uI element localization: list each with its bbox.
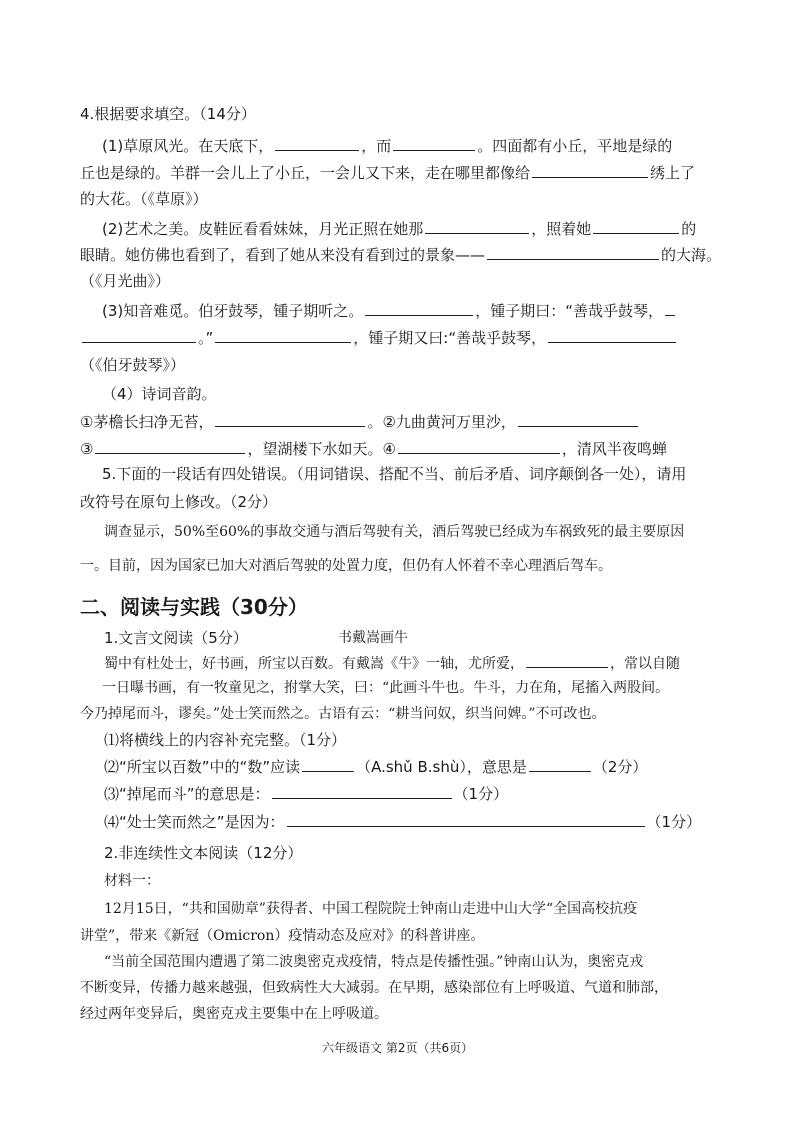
reading1-q3: ⑶“掉尾而斗”的意思是： （1分）	[104, 785, 509, 803]
q4-1-line1: (1)草原风光。在天底下， ，而 。四面都有小丘，平地是绿的	[102, 137, 673, 155]
passage-line3: 今乃掉尾而斗，谬矣。”处士笑而然之。古语有云：“耕当问奴，织当问婢。”不可改也。	[80, 706, 606, 722]
answer-blank[interactable]	[393, 135, 475, 151]
passage-line2: 一日曝书画，有一牧童见之，拊掌大笑，曰：“此画斗牛也。牛斗，力在角，尾搐入两股间。	[102, 680, 670, 696]
q4-1-line3: 的大花。（《草原》）	[80, 190, 208, 208]
answer-blank[interactable]	[365, 300, 473, 316]
answer-blank[interactable]	[272, 783, 452, 799]
material-line5: 经过两年变异后，奥密克戎主要集中在上呼吸道。	[80, 1006, 388, 1022]
q4-3-line3: （《伯牙鼓琴》）	[80, 356, 186, 374]
q4-4-line2: ③ ，望湖楼下水如天。④ ，清风半夜鸣蝉	[80, 440, 667, 458]
answer-blank[interactable]	[95, 438, 245, 454]
passage-title: 书戴嵩画牛	[338, 630, 408, 646]
answer-blank[interactable]	[215, 411, 365, 427]
q4-2-line2: 眼睛。她仿佛也看到了，看到了她从来没有看到过的景象—— 的大海。	[80, 246, 722, 264]
section-heading: 二、阅读与实践（30分）	[80, 595, 308, 619]
answer-blank[interactable]	[425, 218, 529, 234]
reading1-label: 1.文言文阅读（5分）	[104, 629, 248, 647]
q5-passage-line1: 调查显示，50%至60%的事故交通与酒后驾驶有关，酒后驾驶已经成为车祸致死的最主要原因	[104, 524, 685, 540]
answer-blank[interactable]	[398, 438, 560, 454]
answer-blank[interactable]	[215, 327, 351, 343]
q5-line1: 5.下面的一段话有四处错误。（用词错误、搭配不当、前后矛盾、词序颠倒各一处），请用	[102, 465, 687, 483]
q4-2-line1: (2)艺术之美。皮鞋匠看看妹妹，月光正照在她那 ，照着她 的	[102, 220, 697, 238]
reading2-label: 2.非连续性文本阅读（12分）	[104, 844, 303, 862]
answer-blank[interactable]	[82, 327, 196, 343]
q4-4-title: （4）诗词音韵。	[102, 385, 217, 403]
answer-blank[interactable]	[532, 162, 648, 178]
q4-1-line2: 丘也是绿的。羊群一会儿上了小丘，一会儿又下来，走在哪里都像给 绣上了	[80, 164, 696, 182]
material-line4: 不断变异，传播力越来越强，但致病性大大减弱。在早期，感染部位有上呼吸道、气道和肺部，	[80, 980, 668, 996]
reading1-q1: ⑴将横线上的内容补充完整。（1分）	[104, 731, 347, 749]
answer-blank[interactable]	[665, 300, 675, 316]
answer-blank[interactable]	[593, 218, 679, 234]
q5-passage-line2: 一。目前，因为国家已加大对酒后驾驶的处置力度，但仍有人怀着不幸心理酒后驾车。	[80, 558, 612, 574]
answer-blank[interactable]	[529, 756, 591, 772]
q4-3-line2: 。” ，锺子期又曰:“善哉乎鼓琴，	[80, 327, 678, 348]
answer-blank[interactable]	[487, 244, 659, 260]
material-line3: “当前全国范围内遭遇了第二波奥密克戎疫情，特点是传播性强。”钟南山认为，奥密克戎	[104, 954, 644, 970]
q4-2-line3: （《月光曲》）	[80, 272, 171, 290]
q5-line2: 改符号在原句上修改。（2分）	[80, 493, 278, 511]
q4-4-line1: ①茅檐长扫净无苔， 。②九曲黄河万里沙，	[80, 411, 640, 432]
q4-3-line1: (3)知音难觅。伯牙鼓琴，锺子期听之。 ，锺子期曰：“善哉乎鼓琴，	[102, 300, 677, 321]
answer-blank[interactable]	[548, 327, 676, 343]
reading1-q4: ⑷“处士笑而然之”是因为： （1分）	[104, 813, 702, 831]
material-line2: 讲堂”，带来《新冠（Omicron）疫情动态及应对》的科普讲座。	[80, 928, 485, 944]
answer-blank[interactable]	[275, 135, 359, 151]
material-line1: 12月15日，“共和国勋章”获得者、中国工程院院士钟南山走进中山大学“全国高校抗疫	[104, 901, 638, 917]
page-footer: 六年级语文 第2页（共6页）	[322, 1041, 474, 1055]
passage-line1: 蜀中有杜处士，好书画，所宝以百数。有戴嵩《牛》一轴，尤所爱， ，常以自随	[104, 652, 680, 674]
reading1-q2: ⑵“所宝以百数”中的“数”应读 （A.shǔ B.shù），意思是 （2分）	[104, 758, 648, 776]
material-label: 材料一：	[104, 873, 160, 889]
answer-blank[interactable]	[526, 652, 608, 668]
answer-blank[interactable]	[302, 756, 354, 772]
answer-blank[interactable]	[287, 811, 645, 827]
answer-blank[interactable]	[518, 411, 638, 427]
q4-title: 4.根据要求填空。（14分）	[80, 105, 256, 123]
